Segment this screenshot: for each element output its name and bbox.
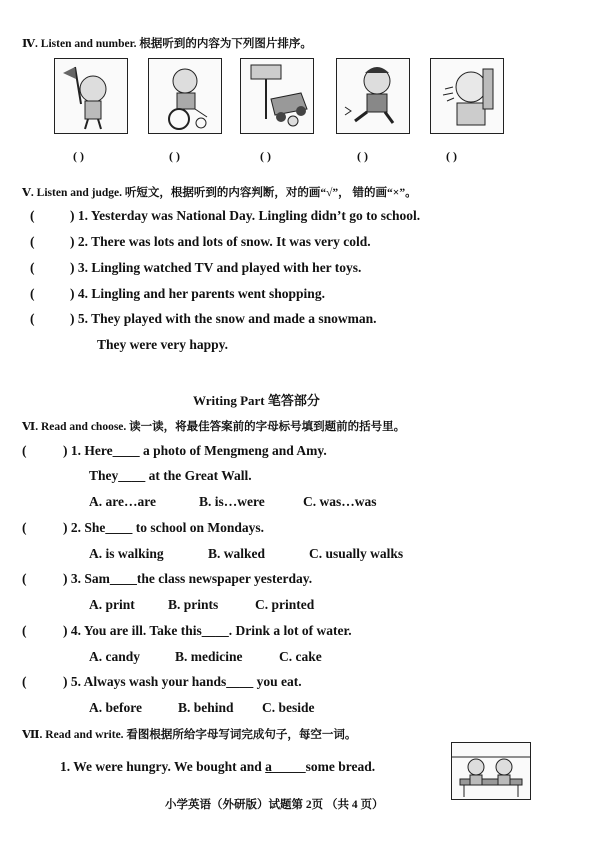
choose-5-option-a: A. before <box>89 700 142 715</box>
section-4-heading: Ⅳ. Listen and number. 根据听到的内容为下列图片排序。 <box>22 38 312 50</box>
choose-question-5: ) 5. Always wash your hands____ you eat. <box>63 674 302 689</box>
judge-paren-3[interactable]: ( <box>30 260 35 275</box>
write-question-1-letter: a <box>265 759 272 774</box>
choose-paren-1[interactable]: ( <box>22 443 27 458</box>
choose-paren-2[interactable]: ( <box>22 520 27 535</box>
judge-item-1: ) 1. Yesterday was National Day. Lingling didn’t go to school. <box>70 208 421 223</box>
choose-2-option-c: C. usually walks <box>309 546 404 561</box>
choose-paren-4[interactable]: ( <box>22 623 27 638</box>
choose-1-option-b: B. is…were <box>199 494 265 509</box>
choose-question-4: ) 4. You are ill. Take this____. Drink a lot of water. <box>63 623 352 638</box>
sick-person-sneezing-picture <box>430 58 504 134</box>
choose-4-option-a: A. candy <box>89 649 141 664</box>
choose-1-option-a: A. are…are <box>89 494 156 509</box>
judge-paren-4[interactable]: ( <box>30 286 35 301</box>
choose-question-2: ) 2. She____ to school on Mondays. <box>63 520 265 535</box>
car-accident-picture <box>240 58 314 134</box>
choose-5-option-b: B. behind <box>178 700 234 715</box>
choose-5-option-c: C. beside <box>262 700 315 715</box>
choose-2-option-b: B. walked <box>208 546 266 561</box>
girl-sitting-crying-picture <box>336 58 410 134</box>
choose-4-option-b: B. medicine <box>175 649 243 664</box>
choose-3-option-b: B. prints <box>168 597 219 612</box>
write-question-1-suffix: some bread. <box>305 759 376 774</box>
picture-answer-4[interactable]: ( ) <box>357 149 368 163</box>
choose-question-1-line2: They____ at the Great Wall. <box>89 468 252 483</box>
choose-3-option-c: C. printed <box>255 597 315 612</box>
choose-paren-5[interactable]: ( <box>22 674 27 689</box>
judge-item-5-continuation: They were very happy. <box>97 337 228 352</box>
section-6-heading: Ⅵ. Read and choose. 读一读，将最佳答案前的字母标号填到题前的括号里。 <box>22 421 406 433</box>
write-question-1-prefix: 1. We were hungry. We bought and <box>60 759 266 774</box>
choose-question-1: ) 1. Here____ a photo of Mengmeng and Amy. <box>63 443 327 458</box>
judge-paren-1[interactable]: ( <box>30 208 35 223</box>
judge-paren-2[interactable]: ( <box>30 234 35 249</box>
picture-answer-2[interactable]: ( ) <box>169 149 180 163</box>
choose-question-3: ) 3. Sam____the class newspaper yesterday. <box>63 571 313 586</box>
picture-answer-1[interactable]: ( ) <box>73 149 84 163</box>
choose-2-option-a: A. is walking <box>89 546 164 561</box>
judge-paren-5[interactable]: ( <box>30 311 35 326</box>
choose-paren-3[interactable]: ( <box>22 571 27 586</box>
girl-in-wheelchair-picture <box>148 58 222 134</box>
section-7-heading: Ⅶ. Read and write. 看图根据所给字母写词完成句子，每空一词。 <box>22 729 357 741</box>
judge-item-4: ) 4. Lingling and her parents went shopping. <box>70 286 325 301</box>
section-5-heading: Ⅴ. Listen and judge. 听短文，根据听到的内容判断，对的画“√”， 错的画“×”。 <box>22 187 417 199</box>
writing-part-title: Writing Part 笔答部分 <box>193 393 320 408</box>
choose-4-option-c: C. cake <box>279 649 322 664</box>
judge-item-3: ) 3. Lingling watched TV and played with her toys. <box>70 260 362 275</box>
picture-answer-5[interactable]: ( ) <box>446 149 457 163</box>
children-eating-picture <box>451 742 531 800</box>
choose-1-option-c: C. was…was <box>303 494 377 509</box>
write-question-1 <box>60 759 375 775</box>
picture-answer-3[interactable]: ( ) <box>260 149 271 163</box>
choose-3-option-a: A. print <box>89 597 135 612</box>
judge-item-5: ) 5. They played with the snow and made a snowman. <box>70 311 377 326</box>
write-question-1-blank[interactable]: _____ <box>271 759 306 774</box>
boy-with-flag-picture <box>54 58 128 134</box>
judge-item-2: ) 2. There was lots and lots of snow. It was very cold. <box>70 234 371 249</box>
page-footer: 小学英语（外研版）试题第 2页 （共 4 页） <box>165 799 384 811</box>
